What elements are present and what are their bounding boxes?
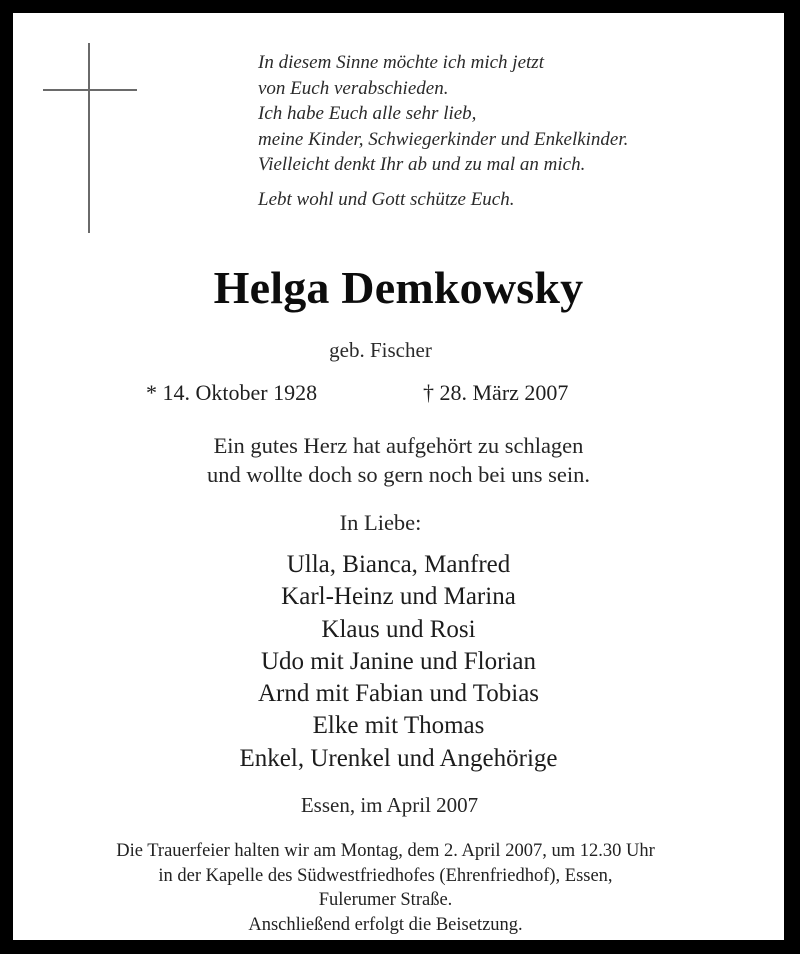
ceremony-line: in der Kapelle des Südwestfriedhofes (Ehrenfriedhof), Essen,: [158, 865, 613, 886]
farewell-poem: [258, 50, 778, 212]
mourners-list: [13, 549, 784, 775]
mourner-line: Ulla, Bianca, Manfred: [286, 551, 511, 578]
mourner-line: Elke mit Thomas: [312, 712, 485, 740]
maiden-name: geb. Fischer: [329, 338, 432, 362]
poem-line: Vielleicht denkt Ihr ab und zu mal an mich.: [258, 154, 586, 175]
poem-line: meine Kinder, Schwiegerkinder und Enkelkinder.: [258, 128, 629, 150]
mourner-line: Karl-Heinz und Marina: [281, 583, 516, 611]
place-date: Essen, im April 2007: [300, 793, 479, 817]
ceremony-line: Anschließend erfolgt die Beisetzung.: [248, 914, 523, 935]
mourner-line: Klaus und Rosi: [321, 615, 476, 643]
obituary-notice: [13, 13, 784, 940]
mourner-line: Arnd mit Fabian und Tobias: [257, 680, 540, 708]
deceased-name: Helga Demkowsky: [213, 262, 584, 313]
mourner-line: Enkel, Urenkel und Angehörige: [239, 744, 558, 772]
poem-line: von Euch verabschieden.: [258, 77, 449, 99]
ceremony-line: Die Trauerfeier halten wir am Montag, dem 2. April 2007, um 12.30 Uhr: [116, 841, 655, 861]
birth-date: * 14. Oktober 1928: [146, 380, 318, 405]
ceremony-line: Fulerumer Straße.: [318, 890, 453, 910]
mourner-line: Udo mit Janine und Florian: [261, 647, 536, 675]
cross-horizontal-bar: [43, 89, 137, 91]
poem-line: Ich habe Euch alle sehr lieb,: [258, 103, 477, 124]
cross-vertical-bar: [88, 43, 90, 233]
memorial-verse: [13, 431, 784, 489]
poem-line: In diesem Sinne möchte ich mich jetzt: [258, 52, 544, 73]
verse-line: und wollte doch so gern noch bei uns sein.: [206, 462, 591, 487]
verse-line: Ein gutes Herz hat aufgehört zu schlagen: [213, 433, 584, 458]
poem-closing: Lebt wohl und Gott schütze Euch.: [258, 188, 515, 210]
in-love-label: In Liebe:: [339, 510, 422, 535]
death-date: † 28. März 2007: [423, 380, 569, 405]
ceremony-info: [0, 839, 771, 937]
